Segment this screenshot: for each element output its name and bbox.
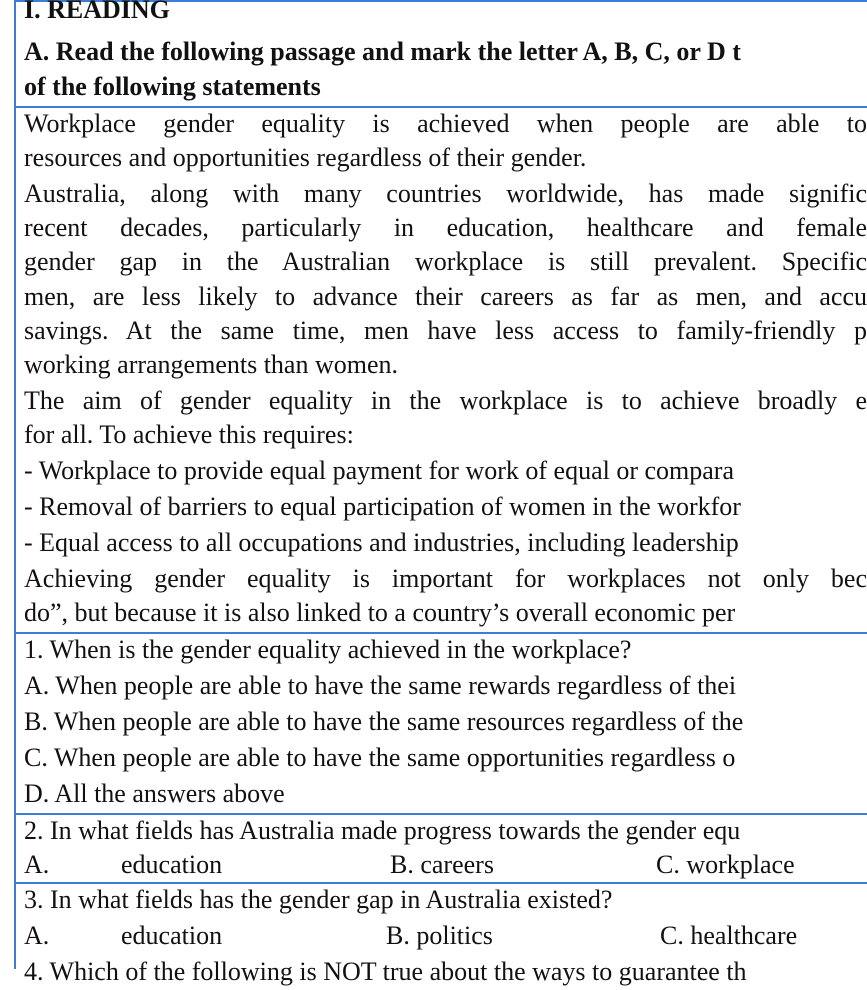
passage-p4-line-2: do”, but because it is also linked to a country’s overall economic per [24,598,736,627]
question-1-option-d: D. All the answers above [24,779,285,808]
question-3-stem: 3. In what fields has the gender gap in Australia existed? [24,885,613,914]
question-1-stem: 1. When is the gender equality achieved in the workplace? [24,635,632,664]
passage-p2-line-4: men, are less likely to advance their careers as far as men, and accu [24,282,867,311]
question-3-option-a-letter: A. [24,921,50,950]
question-2-option-c: C. workplace [656,850,795,879]
question-3-option-c: C. healthcare [660,921,798,950]
passage-p2-line-5: savings. At the same time, men have less access to family-friendly p [24,316,867,345]
passage-p1-line-2: resources and opportunities regardless of their gender. [24,143,587,172]
passage-p2-line-1: Australia, along with many countries worldwide, has made signific [24,179,867,208]
question-2-option-b: B. careers [390,850,494,879]
passage-bullet-1: - Workplace to provide equal payment for work of equal or compara [24,456,734,485]
question-1-option-c: C. When people are able to have the same opportunities regardless o [24,743,736,772]
passage-p4-line-1: Achieving gender equality is important for workplaces not only bec [24,564,867,593]
passage-p1-line-1: Workplace gender equality is achieved when people are able to [24,109,867,138]
left-border [14,0,16,969]
section-title: I. READING [24,0,170,24]
question-3-option-b: B. politics [386,921,493,950]
question-2-option-a-text: education [121,850,223,879]
question-4-stem-cut: 4. Which of the following is NOT true about the ways to guarantee th [24,957,747,986]
question-3-options-row [24,920,867,954]
passage-bullet-2: - Removal of barriers to equal participation of women in the workfor [24,492,741,521]
question-1-option-b: B. When people are able to have the same resources regardless of the [24,707,744,736]
passage-p2-line-6: working arrangements than women. [24,350,399,379]
instruction-line-1: A. Read the following passage and mark the letter A, B, C, or D t [24,37,741,66]
passage-p2-line-3: gender gap in the Australian workplace is still prevalent. Specific [24,247,867,276]
question-2-options-row [24,849,867,883]
passage-bullet-3: - Equal access to all occupations and industries, including leadership [24,528,739,557]
question-3-option-a-text: education [121,921,223,950]
passage-p3-line-2: for all. To achieve this requires: [24,420,354,449]
question-2-option-a-letter: A. [24,850,50,879]
passage-p3-line-1: The aim of gender equality in the workplace is to achieve broadly e [24,386,867,415]
instruction-line-2: of the following statements [24,72,321,101]
question-2-stem: 2. In what fields has Australia made progress towards the gender equ [24,816,741,845]
passage-p2-line-2: recent decades, particularly in education, healthcare and female [24,213,867,242]
question-1-option-a: A. When people are able to have the same rewards regardless of thei [24,671,737,700]
